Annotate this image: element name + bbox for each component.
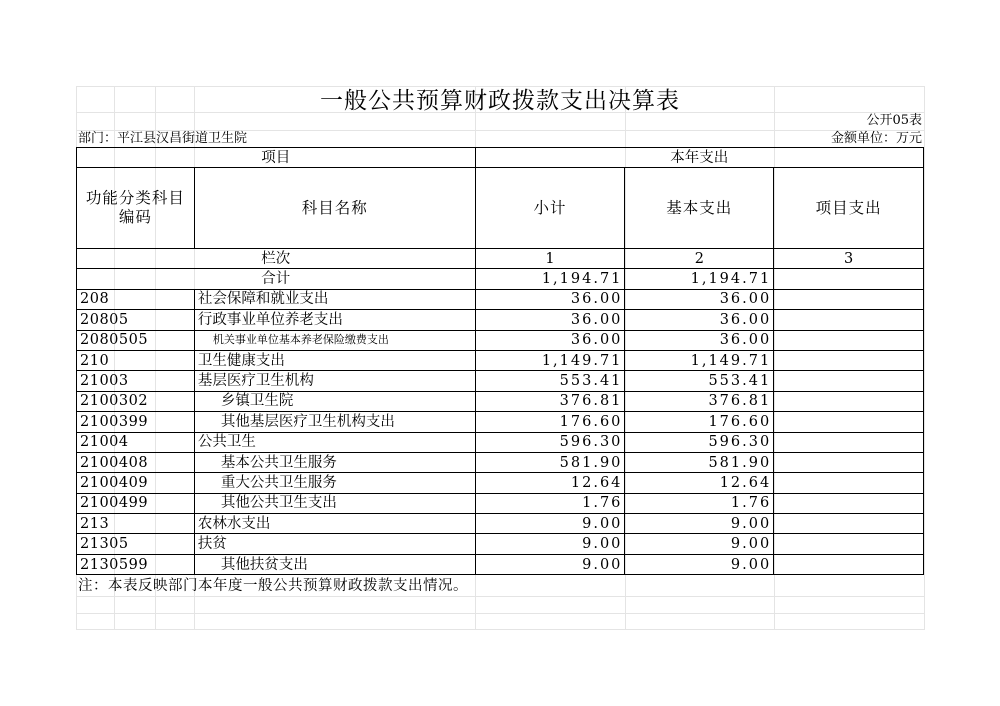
- row-subtotal: 1,149.71: [475, 350, 625, 370]
- table-row: [77, 554, 924, 574]
- row-project: [774, 289, 924, 309]
- table-row: [77, 350, 924, 370]
- row-subtotal: 1.76: [475, 493, 625, 513]
- header-subtotal: 小计: [475, 168, 625, 249]
- table-row: [77, 493, 924, 513]
- row-project: [774, 493, 924, 513]
- row-name: 重大公共卫生服务: [194, 473, 475, 493]
- row-project: [774, 391, 924, 411]
- spreadsheet-sheet: [76, 86, 924, 630]
- row-project: [774, 350, 924, 370]
- row-project: [774, 412, 924, 432]
- row-subtotal: 36.00: [475, 330, 625, 350]
- row-subtotal: 36.00: [475, 289, 625, 309]
- table-note: 注：本表反映部门本年度一般公共预算财政拨款支出情况。: [78, 578, 468, 594]
- table-row: [77, 534, 924, 554]
- row-basic: 36.00: [625, 289, 774, 309]
- row-project: [774, 371, 924, 391]
- row-name: 乡镇卫生院: [194, 391, 475, 411]
- row-basic: 9.00: [625, 554, 774, 574]
- report-title: 一般公共预算财政拨款支出决算表: [320, 88, 680, 114]
- table-row: [77, 452, 924, 472]
- header-project: 项目支出: [774, 168, 924, 249]
- row-basic: 12.64: [625, 473, 774, 493]
- table-row: [77, 371, 924, 391]
- row-code: 21305: [77, 534, 195, 554]
- row-subtotal: 596.30: [475, 432, 625, 452]
- row-code: 2080505: [77, 330, 195, 350]
- row-name: 其他公共卫生支出: [194, 493, 475, 513]
- department-label: 部门：平江县汉昌街道卫生院: [78, 131, 248, 146]
- row-basic: 553.41: [625, 371, 774, 391]
- total-project: [774, 269, 924, 289]
- table-row: [77, 391, 924, 411]
- table-row: [77, 432, 924, 452]
- row-project: [774, 432, 924, 452]
- row-project: [774, 534, 924, 554]
- gridline: [924, 86, 925, 630]
- gridline: [76, 613, 924, 614]
- row-project: [774, 330, 924, 350]
- row-basic: 36.00: [625, 330, 774, 350]
- row-name: 社会保障和就业支出: [194, 289, 475, 309]
- table-row: [77, 310, 924, 330]
- form-number: 公开05表: [866, 113, 922, 128]
- amount-unit-label: 金额单位：万元: [830, 131, 922, 146]
- row-basic: 9.00: [625, 514, 774, 534]
- gridline: [76, 629, 924, 630]
- row-code: 2130599: [77, 554, 195, 574]
- gridline: [76, 596, 924, 597]
- row-basic: 596.30: [625, 432, 774, 452]
- expenditure-table: [76, 147, 924, 575]
- row-name: 其他基层医疗卫生机构支出: [194, 412, 475, 432]
- row-code: 2100302: [77, 391, 195, 411]
- row-subtotal: 9.00: [475, 514, 625, 534]
- header-code-col: 功能分类科目编码: [77, 168, 195, 249]
- col-number-2: 2: [625, 249, 774, 269]
- row-basic: 36.00: [625, 310, 774, 330]
- row-basic: 376.81: [625, 391, 774, 411]
- row-project: [774, 452, 924, 472]
- row-code: 2100499: [77, 493, 195, 513]
- row-code: 213: [77, 514, 195, 534]
- row-name: 机关事业单位基本养老保险缴费支出: [194, 330, 475, 350]
- row-subtotal: 376.81: [475, 391, 625, 411]
- row-name: 扶贫: [194, 534, 475, 554]
- row-basic: 1.76: [625, 493, 774, 513]
- row-code: 2100409: [77, 473, 195, 493]
- row-basic: 581.90: [625, 452, 774, 472]
- row-name: 基本公共卫生服务: [194, 452, 475, 472]
- row-project: [774, 310, 924, 330]
- total-subtotal: 1,194.71: [475, 269, 625, 289]
- row-name: 基层医疗卫生机构: [194, 371, 475, 391]
- table-row: [77, 289, 924, 309]
- row-subtotal: 581.90: [475, 452, 625, 472]
- row-project: [774, 514, 924, 534]
- table-row: [77, 330, 924, 350]
- row-number-label: 栏次: [77, 249, 476, 269]
- row-subtotal: 9.00: [475, 534, 625, 554]
- row-subtotal: 36.00: [475, 310, 625, 330]
- row-subtotal: 9.00: [475, 554, 625, 574]
- table-row: [77, 473, 924, 493]
- header-current-year: 本年支出: [475, 148, 923, 168]
- row-code: 21004: [77, 432, 195, 452]
- row-code: 2100399: [77, 412, 195, 432]
- row-subtotal: 12.64: [475, 473, 625, 493]
- row-basic: 1,149.71: [625, 350, 774, 370]
- row-code: 2100408: [77, 452, 195, 472]
- header-basic: 基本支出: [625, 168, 774, 249]
- total-row: [77, 269, 924, 289]
- row-name: 行政事业单位养老支出: [194, 310, 475, 330]
- total-label: 合计: [77, 269, 476, 289]
- row-name: 卫生健康支出: [194, 350, 475, 370]
- col-number-3: 3: [774, 249, 924, 269]
- row-code: 210: [77, 350, 195, 370]
- total-basic: 1,194.71: [625, 269, 774, 289]
- row-code: 208: [77, 289, 195, 309]
- header-name-col: 科目名称: [194, 168, 475, 249]
- row-project: [774, 473, 924, 493]
- row-code: 21003: [77, 371, 195, 391]
- table-row: [77, 412, 924, 432]
- header-item: 项目: [77, 148, 476, 168]
- row-code: 20805: [77, 310, 195, 330]
- col-number-1: 1: [475, 249, 625, 269]
- row-subtotal: 176.60: [475, 412, 625, 432]
- row-project: [774, 554, 924, 574]
- row-basic: 9.00: [625, 534, 774, 554]
- row-basic: 176.60: [625, 412, 774, 432]
- table-row: [77, 514, 924, 534]
- row-name: 农林水支出: [194, 514, 475, 534]
- row-name: 公共卫生: [194, 432, 475, 452]
- row-subtotal: 553.41: [475, 371, 625, 391]
- row-name: 其他扶贫支出: [194, 554, 475, 574]
